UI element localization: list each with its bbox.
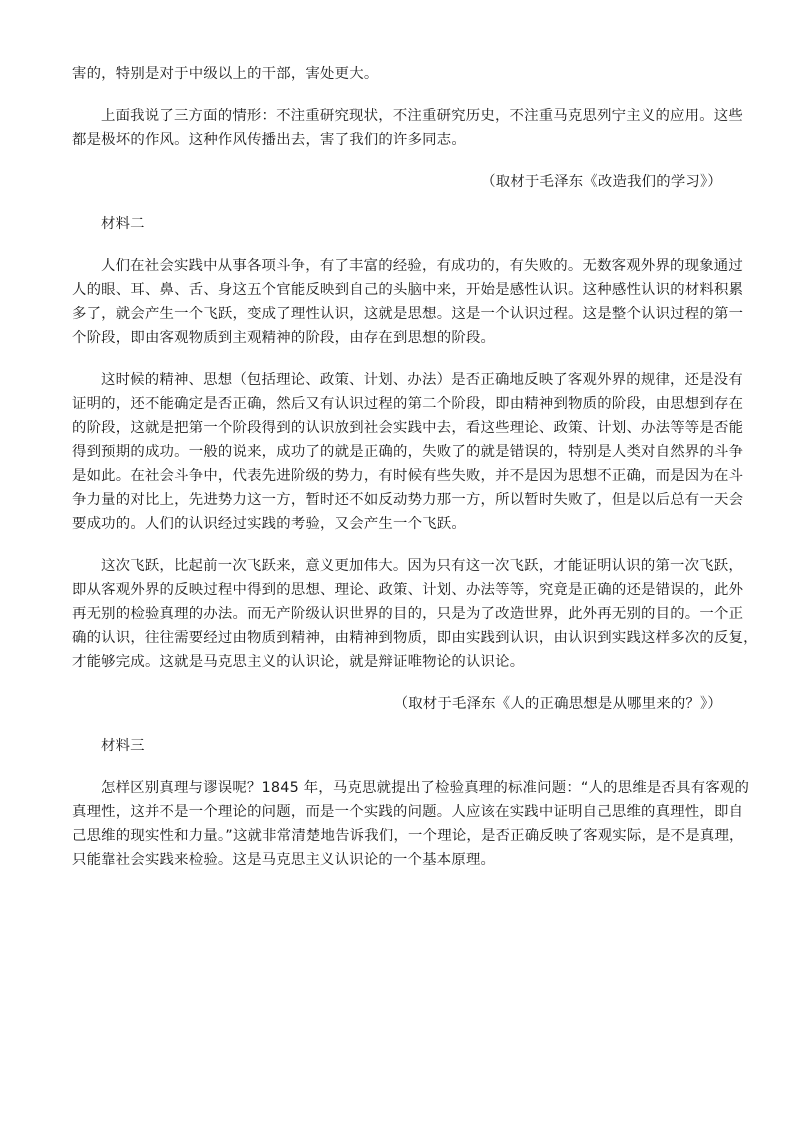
paragraph-line: 再无别的检验真理的办法。而无产阶级认识世界的目的，只是为了改造世界，此外再无别的目的。一个正: [72, 606, 744, 622]
material-2-paragraph-1: [72, 254, 744, 350]
paragraph-line: 的阶段，这就是把第一个阶段得到的认识放到社会实践中去，看这些理论、政策、计划、办法等等是否能: [72, 420, 744, 436]
paragraph-line: 要成功的。人们的认识经过实践的考验，又会产生一个飞跃。: [72, 516, 466, 532]
material-3-paragraph-1: [72, 776, 750, 872]
paragraph-line: 是如此。在社会斗争中，代表先进阶级的势力，有时候有些失败，并不是因为思想不正确，而是因为在斗: [72, 468, 744, 484]
paragraph-line: 个阶段，即由客观物质到主观精神的阶段，由存在到思想的阶段。: [72, 330, 496, 346]
paragraph-line: 人们在社会实践中从事各项斗争，有了丰富的经验，有成功的，有失败的。无数客观外界的现象通过: [101, 258, 743, 274]
material-2-paragraph-3: [72, 554, 758, 674]
intro-tail-line: 害的，特别是对于中级以上的干部，害处更大。: [72, 66, 379, 82]
paragraph-line: 己思维的现实性和力量。”这就非常清楚地告诉我们，一个理论，是否正确反映了客观实际，是不是真理，: [72, 828, 744, 844]
paragraph-line: 怎样区别真理与谬误呢？1845 年，马克思就提出了检验真理的标准问题：“人的思维是否具有客观的: [101, 780, 750, 796]
source-citation-2: （取材于毛泽东《人的正确思想是从哪里来的？》）: [393, 696, 722, 712]
paragraph-line: 人的眼、耳、鼻、舌、身这五个官能反映到自己的头脑中来，开始是感性认识。这种感性认识的材料积累: [72, 282, 744, 298]
paragraph-line: 上面我说了三方面的情形：不注重研究现状，不注重研究历史，不注重马克思列宁主义的应用。这些: [101, 108, 743, 124]
document-page: [72, 62, 758, 872]
paragraph-line: 多了，就会产生一个飞跃，变成了理性认识，这就是思想。这是一个认识过程。这是整个认识过程的第一: [72, 306, 744, 322]
paragraph-line: 真理性，这并不是一个理论的问题，而是一个实践的问题。人应该在实践中证明自己思维的真理性，即自: [72, 804, 744, 820]
paragraph-line: 才能够完成。这就是马克思主义的认识论，就是辩证唯物论的认识论。: [72, 654, 525, 670]
paragraph-line: 得到预期的成功。一般的说来，成功了的就是正确的，失败了的就是错误的，特别是人类对自然界的斗争: [72, 444, 744, 460]
source-citation-1: （取材于毛泽东《改造我们的学习》）: [481, 174, 722, 190]
summary-paragraph: [72, 104, 743, 152]
paragraph-line: 都是极坏的作风。这种作风传播出去，害了我们的许多同志。: [72, 132, 466, 148]
material-2-heading: 材料二: [101, 216, 145, 232]
paragraph-line: 只能靠社会实践来检验。这是马克思主义认识论的一个基本原理。: [72, 852, 496, 868]
paragraph-line: 证明的，还不能确定是否正确，然后又有认识过程的第二个阶段，即由精神到物质的阶段，由思想到存在: [72, 396, 744, 412]
paragraph-line: 争力量的对比上，先进势力这一方，暂时还不如反动势力那一方，所以暂时失败了，但是以后总有一天会: [72, 492, 744, 508]
paragraph-line: 这次飞跃，比起前一次飞跃来，意义更加伟大。因为只有这一次飞跃，才能证明认识的第一次飞跃，: [101, 558, 743, 574]
material-3-heading: 材料三: [101, 738, 145, 754]
material-2-paragraph-2: [72, 368, 744, 536]
paragraph-line: 即从客观外界的反映过程中得到的思想、理论、政策、计划、办法等等，究竟是正确的还是错误的，此外: [72, 582, 744, 598]
paragraph-line: 这时候的精神、思想（包括理论、政策、计划、办法）是否正确地反映了客观外界的规律，还是没有: [101, 372, 743, 388]
paragraph-line: 确的认识，往往需要经过由物质到精神，由精神到物质，即由实践到认识，由认识到实践这样多次的反复，: [72, 630, 758, 646]
